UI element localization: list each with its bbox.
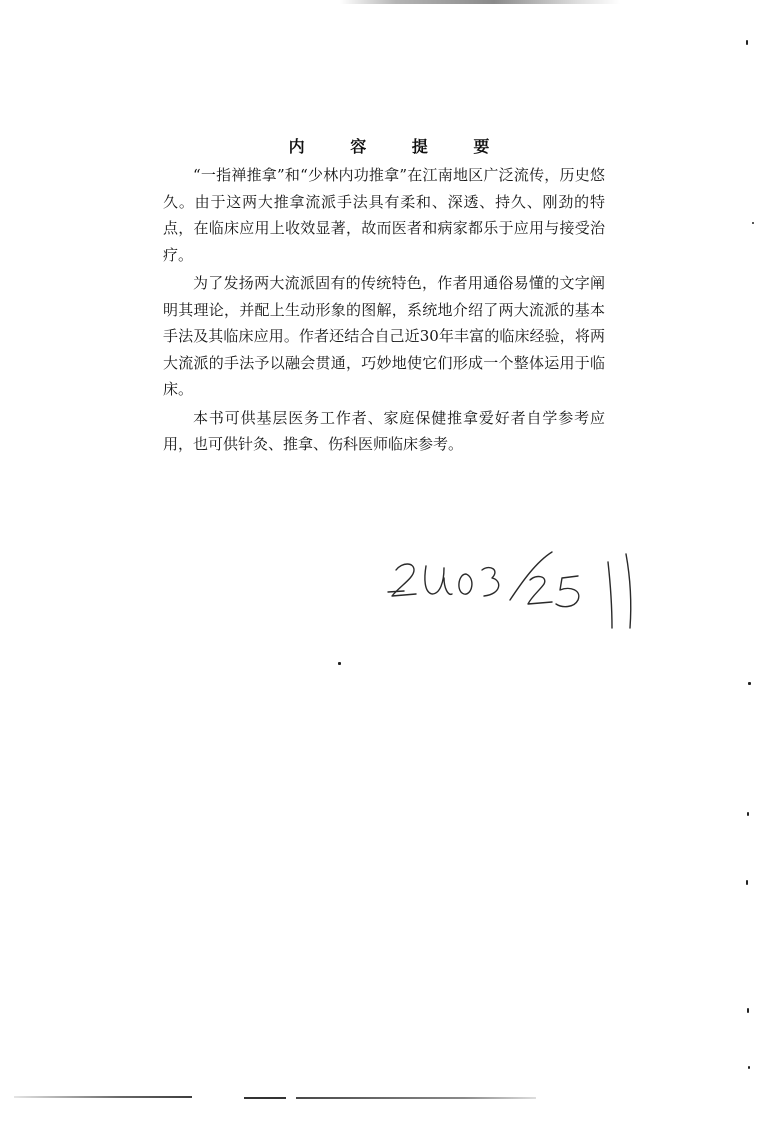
- scan-bottom-edge: [244, 1097, 286, 1099]
- scan-speck: [748, 682, 751, 685]
- page-title: 内 容 提 要: [288, 137, 510, 156]
- paragraph-3: 本书可供基层医务工作者、家庭保健推拿爱好者自学参考应用，也可供针灸、推拿、伤科医师临床参考。: [163, 408, 605, 453]
- scan-speck: [746, 40, 748, 45]
- handwritten-annotation: [386, 548, 656, 638]
- scan-speck: [748, 1066, 750, 1069]
- scan-speck: [747, 812, 749, 816]
- paragraph-1: “一指禅推拿”和“少林内功推拿”在江南地区广泛流传，历史悠久。由于这两大推拿流派手法具有柔和、深透、持久、刚劲的特点，在临床应用上收效显著，故而医者和病家都乐于应用与接受治疗。: [163, 166, 605, 264]
- paragraph-2: 为了发扬两大流派固有的传统特色，作者用通俗易懂的文字阐明其理论，并配上生动形象的图解，系统地介绍了两大流派的基本手法及其临床应用。作者还结合自己近30年丰富的临床经验，将两大流派的手法予以融会贯通，巧妙地使它们形成一个整体运用于临床。: [163, 274, 605, 398]
- scan-speck: [746, 880, 748, 885]
- scan-speck: [747, 1008, 749, 1013]
- scan-bottom-edge: [14, 1096, 192, 1098]
- scan-speck: [752, 222, 754, 224]
- summary-body: [163, 162, 605, 458]
- scan-bottom-edge: [296, 1097, 536, 1099]
- scan-speck: [338, 662, 341, 665]
- scan-top-edge: [340, 0, 620, 4]
